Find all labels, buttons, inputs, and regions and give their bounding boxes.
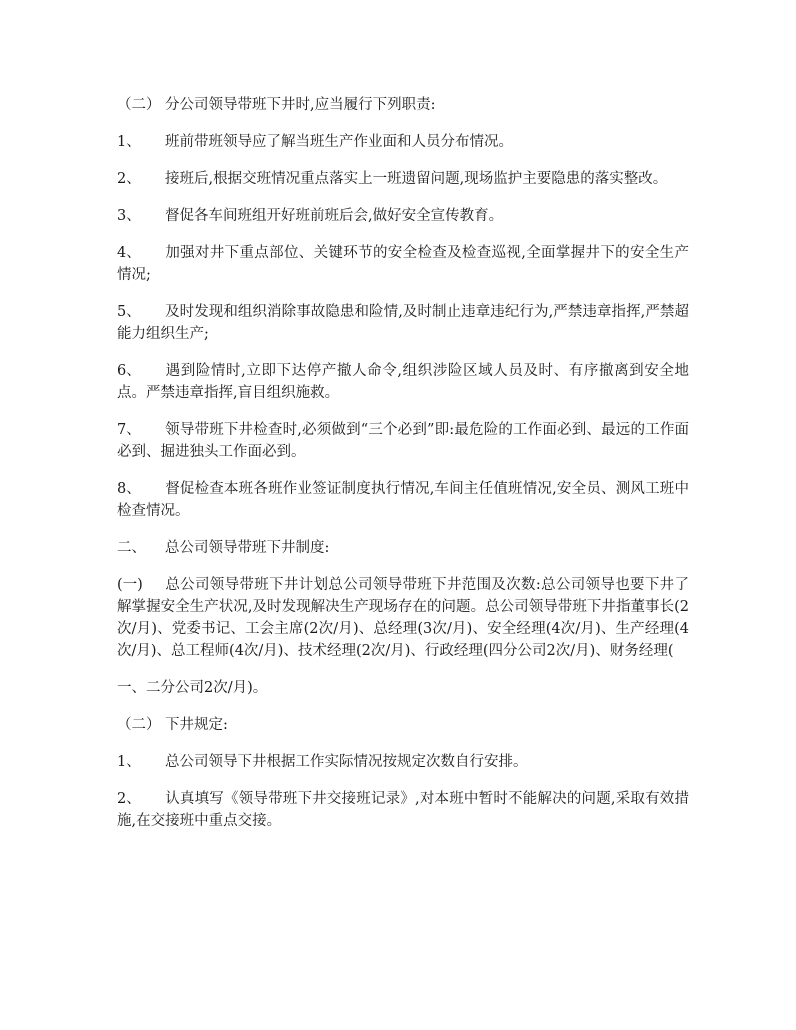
paragraph-text: 加强对井下重点部位、关键环节的安全检查及检查巡视,全面掌握井下的安全生产情况; [117,245,689,283]
paragraph-number: （二） [117,717,161,733]
document-page [117,94,689,847]
paragraph-text: 领导带班下井检查时,必须做到“三个必到”即:最危险的工作面必到、最远的工作面必到、掘进独头工作面必到。 [117,422,689,460]
paragraph-number: 2、 [117,171,141,187]
paragraph-item-4 [117,242,689,286]
paragraph-number: 5、 [117,304,141,320]
paragraph-number: 4、 [117,245,141,261]
paragraph-plan-continued [117,677,689,699]
paragraph-text: 分公司领导带班下井时,应当履行下列职责: [165,97,436,113]
paragraph-text: 督促检查本班各班作业签证制度执行情况,车间主任值班情况,安全员、测风工班中检查情况。 [117,481,689,519]
section-heading-2 [117,537,689,559]
paragraph-item-1 [117,131,689,153]
paragraph-rule-2 [117,788,689,832]
paragraph-number: 3、 [117,208,141,224]
paragraph-duties-heading [117,94,689,116]
paragraph-item-7 [117,419,689,463]
paragraph-text: 一、二分公司2次/月)。 [117,680,268,696]
paragraph-number: 8、 [117,481,141,497]
paragraph-number: 7、 [117,422,141,438]
paragraph-number: 2、 [117,791,141,807]
paragraph-item-8 [117,478,689,522]
paragraph-number: 1、 [117,754,141,770]
paragraph-rule-1 [117,751,689,773]
paragraph-plan [117,574,689,662]
paragraph-text: 班前带班领导应了解当班生产作业面和人员分布情况。 [165,134,513,150]
paragraph-text: 督促各车间班组开好班前班后会,做好安全宣传教育。 [165,208,504,224]
paragraph-text: 总公司领导带班下井制度: [165,540,330,556]
paragraph-number: (一) [117,577,143,593]
paragraph-number: 6、 [117,363,141,379]
paragraph-item-3 [117,205,689,227]
paragraph-item-6 [117,360,689,404]
paragraph-number: （二） [117,97,161,113]
paragraph-rules-heading [117,714,689,736]
paragraph-item-2 [117,168,689,190]
paragraph-text: 下井规定: [165,717,228,733]
paragraph-number: 二、 [117,540,146,556]
paragraph-item-5 [117,301,689,345]
paragraph-number: 1、 [117,134,141,150]
paragraph-text: 及时发现和组织消除事故隐患和险情,及时制止违章违纪行为,严禁违章指挥,严禁超能力组织生产; [117,304,689,342]
paragraph-text: 认真填写《领导带班下井交接班记录》,对本班中暂时不能解决的问题,采取有效措施,在交接班中重点交接。 [117,791,689,829]
paragraph-text: 接班后,根据交班情况重点落实上一班遗留问题,现场监护主要隐患的落实整改。 [165,171,668,187]
paragraph-text: 总公司领导下井根据工作实际情况按规定次数自行安排。 [165,754,528,770]
paragraph-text: 遇到险情时,立即下达停产撤人命令,组织涉险区域人员及时、有序撤离到安全地点。严禁违章指挥,盲目组织施救。 [117,363,689,401]
paragraph-text: 总公司领导带班下井计划总公司领导带班下井范围及次数:总公司领导也要下井了解掌握安全生产状况,及时发现解决生产现场存在的问题。总公司领导带班下井指董事长(2次/月)、党委书记、工会主席(2次/月)、总经理(3次/月)、安全经理(4次/月)、生产经理(4次/月)、总工程师(4次/月)、技术经理(2次/月)、行政经理(四分公司2次/月)、财务经理( [117,577,689,659]
